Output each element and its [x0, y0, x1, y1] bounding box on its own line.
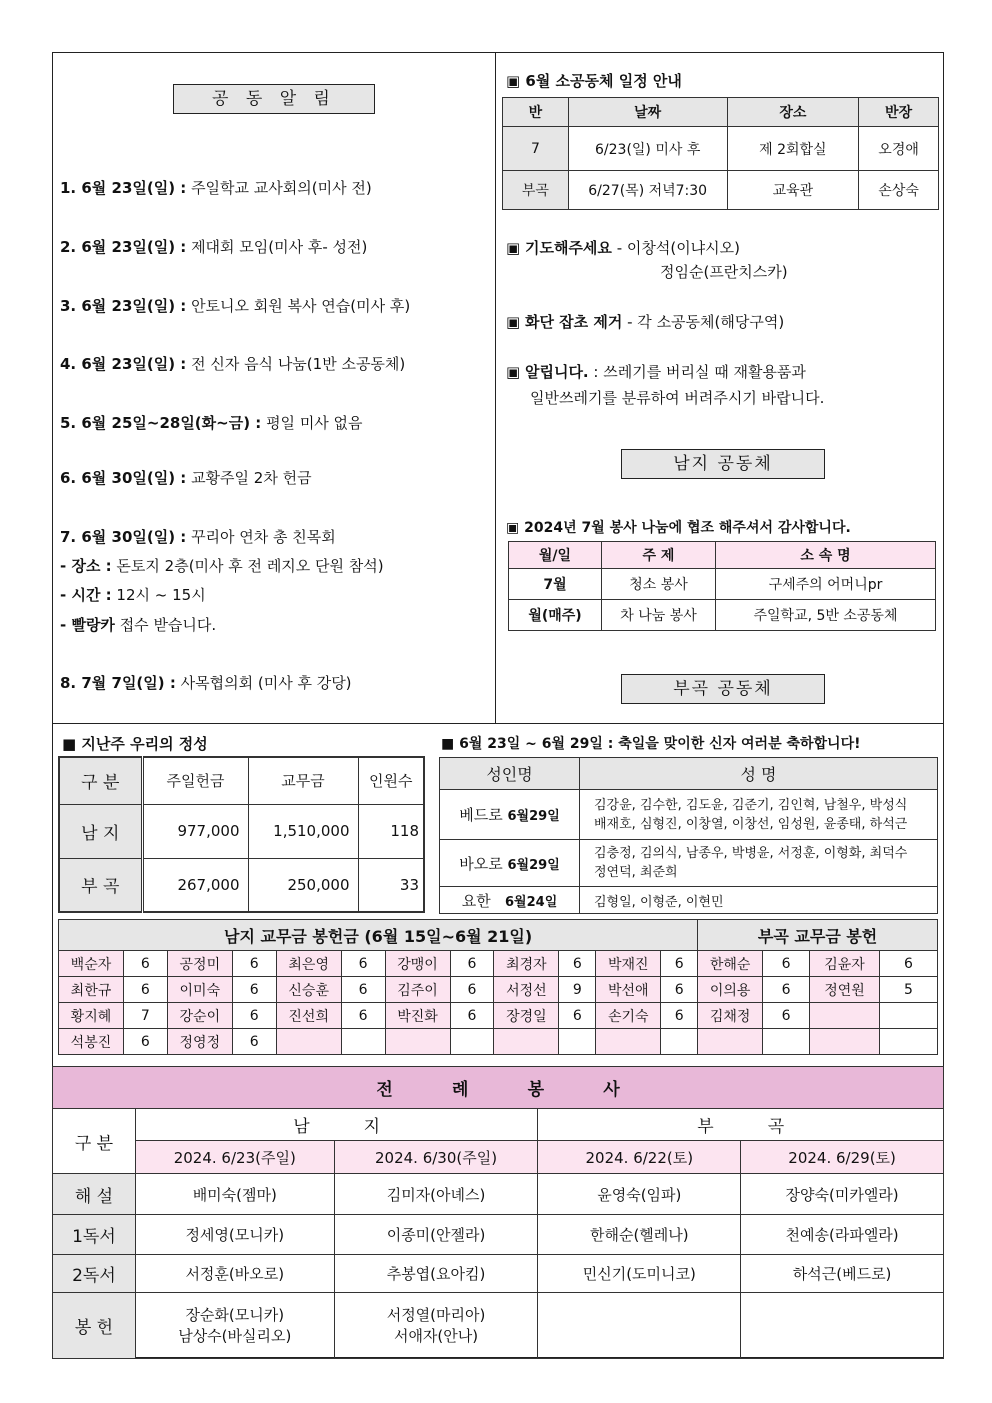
table-row: 베드로 6월29일 김강윤, 김수한, 김도윤, 김준기, 김인혁, 남철우, 박성식 배재호, 심형진, 이창열, 이창선, 임성원, 윤종태, 하석근	[440, 790, 938, 840]
notice-sub-item: - 장소 : 돈토지 2층(미사 후 전 레지오 단원 참석)	[60, 557, 384, 575]
tithe-count	[879, 1029, 937, 1055]
tithe-count: 6	[232, 977, 276, 1003]
tithe-count: 7	[123, 1003, 167, 1029]
schedule-table	[502, 97, 939, 210]
offering-heading: ■ 지난주 우리의 정성	[62, 735, 208, 753]
tithe-count: 6	[879, 951, 937, 977]
notice-item: 7. 6월 30일(일) : 꾸리아 연차 총 친목회	[60, 528, 336, 546]
notice-sub-item: - 빨랑카 접수 받습니다.	[60, 616, 217, 634]
tithe-count	[763, 1029, 810, 1055]
table-row: 7월 청소 봉사 구세주의 어머니pr	[509, 569, 936, 600]
schedule-header: 반	[503, 98, 569, 127]
table-row: 2독서 서정훈(바오로) 추봉엽(요아킴) 민신기(도미니코) 하석근(베드로)	[53, 1255, 944, 1293]
tithe-name: 이의용	[698, 977, 763, 1003]
offering-header-row: 구 분 주일헌금 교무금 인원수	[59, 757, 424, 804]
tithe-name	[810, 1029, 880, 1055]
tithe-name: 박진화	[385, 1003, 450, 1029]
tithe-count	[879, 1003, 937, 1029]
table-row: 해 설 배미숙(젬마) 김미자(아녜스) 윤영숙(임파) 장양숙(미카엘라)	[53, 1174, 944, 1215]
tithe-count: 6	[341, 951, 385, 977]
tithe-count: 9	[559, 977, 596, 1003]
tithe-count: 6	[123, 977, 167, 1003]
schedule-header-row	[503, 98, 939, 127]
table-row: 봉 헌 장순화(모니카) 남상수(바실리오) 서정열(마리아) 서애자(안나)	[53, 1293, 944, 1359]
feast-day-heading: ■ 6월 23일 ~ 6월 29일 : 축일을 맞이한 신자 여러분 축하합니다!	[441, 736, 861, 752]
tithe-count: 6	[661, 951, 698, 977]
tithe-count: 6	[763, 951, 810, 977]
tithe-count: 6	[559, 951, 596, 977]
feast-day-table	[439, 757, 938, 914]
notice-item: 8. 7월 7일(일) : 사목협의회 (미사 후 강당)	[60, 674, 352, 692]
table-row: 바오로 6월29일 김충정, 김의식, 남종우, 박병윤, 서정훈, 이형화, 최덕수 정연덕, 최준희	[440, 840, 938, 887]
trash-notice: ▣ 알립니다. : 쓰레기를 버리실 때 재활용품과	[506, 363, 806, 381]
tithe-count: 6	[450, 951, 494, 977]
tithe-name	[385, 1029, 450, 1055]
liturgy-title-row: 전 례 봉 사	[53, 1067, 944, 1109]
tithe-name: 김주이	[385, 977, 450, 1003]
notice-item: 4. 6월 23일(일) : 전 신자 음식 나눔(1반 소공동체)	[60, 355, 406, 373]
prayer-request: ▣ 기도해주세요 - 이창석(이냐시오)	[506, 239, 741, 257]
schedule-header: 장소	[727, 98, 859, 127]
bugok-community-title: 부곡 공동체	[621, 674, 825, 704]
tithe-count: 6	[763, 977, 810, 1003]
table-row	[59, 1029, 938, 1055]
common-notice-title: 공 동 알 림	[173, 84, 375, 114]
tithe-name	[276, 1029, 341, 1055]
tithe-name: 공정미	[167, 951, 232, 977]
table-row: 7 6/23(일) 미사 후 제 2회합실 오경애	[503, 127, 939, 171]
tithe-name: 장경일	[494, 1003, 559, 1029]
tithe-name: 한해순	[698, 951, 763, 977]
table-row: 남 지 977,000 1,510,000 118	[59, 804, 424, 858]
tithe-count: 6	[341, 977, 385, 1003]
tithe-name: 최경자	[494, 951, 559, 977]
tithe-name: 이미숙	[167, 977, 232, 1003]
table-row: 부 곡 267,000 250,000 33	[59, 858, 424, 912]
tithe-name	[810, 1003, 880, 1029]
schedule-heading: ▣ 6월 소공동체 일정 안내	[506, 72, 682, 90]
notice-item: 6. 6월 30일(일) : 교황주일 2차 헌금	[60, 469, 312, 487]
tithe-name: 강맹이	[385, 951, 450, 977]
tithe-count	[450, 1029, 494, 1055]
tithe-count: 6	[559, 1003, 596, 1029]
tithe-name: 정연원	[810, 977, 880, 1003]
tithe-name: 박재진	[596, 951, 661, 977]
horizontal-divider	[52, 723, 944, 724]
service-heading: ▣ 2024년 7월 봉사 나눔에 협조 해주셔서 감사합니다.	[506, 520, 851, 536]
tithe-table	[58, 919, 938, 1055]
tithe-name	[494, 1029, 559, 1055]
prayer-request-2: 정임순(프란치스카)	[660, 263, 788, 281]
schedule-header: 날짜	[568, 98, 727, 127]
liturgy-group-row: 구 분 남 지 부 곡	[53, 1109, 944, 1141]
notice-item: 1. 6월 23일(일) : 주일학교 교사회의(미사 전)	[60, 179, 372, 197]
liturgy-table	[52, 1066, 944, 1359]
table-row: 부곡 6/27(목) 저녁7:30 교육관 손상숙	[503, 171, 939, 210]
tithe-header-row: 남지 교무금 봉헌금 (6월 15일~6월 21일) 부곡 교무금 봉헌	[59, 920, 938, 951]
schedule-header: 반장	[859, 98, 939, 127]
table-row: 월(매주) 차 나눔 봉사 주일학교, 5반 소공동체	[509, 600, 936, 631]
notice-sub-item: - 시간 : 12시 ~ 15시	[60, 586, 206, 604]
tithe-count	[661, 1029, 698, 1055]
table-row: 1독서 정세영(모니카) 이종미(안젤라) 한해순(헬레나) 천예송(라파엘라)	[53, 1215, 944, 1255]
garden-weeding: ▣ 화단 잡초 제거 - 각 소공동체(해당구역)	[506, 313, 785, 331]
tithe-name: 진선희	[276, 1003, 341, 1029]
notice-item: 3. 6월 23일(일) : 안토니오 회원 복사 연습(미사 후)	[60, 297, 411, 315]
notice-item: 5. 6월 25일~28일(화~금) : 평일 미사 없음	[60, 414, 363, 432]
tithe-count: 6	[763, 1003, 810, 1029]
tithe-count: 6	[450, 977, 494, 1003]
tithe-name: 황지혜	[59, 1003, 124, 1029]
tithe-count: 6	[341, 1003, 385, 1029]
tithe-name: 신승훈	[276, 977, 341, 1003]
table-row	[59, 977, 938, 1003]
tithe-name: 손기숙	[596, 1003, 661, 1029]
vertical-divider	[495, 52, 496, 724]
table-row: 요한 6월24일 김형일, 이형준, 이현민	[440, 887, 938, 914]
tithe-count: 6	[232, 1029, 276, 1055]
notice-item: 2. 6월 23일(일) : 제대회 모임(미사 후- 성전)	[60, 238, 368, 256]
table-row	[59, 1003, 938, 1029]
tithe-name	[698, 1029, 763, 1055]
tithe-name: 김윤자	[810, 951, 880, 977]
trash-notice-2: 일반쓰레기를 분류하여 버려주시기 바랍니다.	[530, 389, 825, 407]
tithe-name: 서정선	[494, 977, 559, 1003]
feast-header-row: 성인명 성 명	[440, 758, 938, 790]
tithe-name	[596, 1029, 661, 1055]
tithe-count: 6	[232, 951, 276, 977]
tithe-count	[341, 1029, 385, 1055]
offering-table	[58, 756, 425, 913]
tithe-name: 김채정	[698, 1003, 763, 1029]
tithe-name: 최한규	[59, 977, 124, 1003]
tithe-name: 박선애	[596, 977, 661, 1003]
tithe-count: 5	[879, 977, 937, 1003]
tithe-count: 6	[661, 1003, 698, 1029]
namji-community-title: 남지 공동체	[621, 449, 825, 479]
service-table	[508, 541, 936, 631]
tithe-count	[559, 1029, 596, 1055]
tithe-name: 백순자	[59, 951, 124, 977]
tithe-count: 6	[450, 1003, 494, 1029]
tithe-name: 최은영	[276, 951, 341, 977]
tithe-count: 6	[123, 1029, 167, 1055]
tithe-count: 6	[232, 1003, 276, 1029]
service-header-row: 월/일 주 제 소 속 명	[509, 542, 936, 569]
tithe-count: 6	[123, 951, 167, 977]
tithe-name: 석봉진	[59, 1029, 124, 1055]
tithe-name: 강순이	[167, 1003, 232, 1029]
table-row	[59, 951, 938, 977]
tithe-name: 정영정	[167, 1029, 232, 1055]
tithe-count: 6	[661, 977, 698, 1003]
liturgy-date-row: 2024. 6/23(주일) 2024. 6/30(주일) 2024. 6/22(토) 2024. 6/29(토)	[53, 1141, 944, 1174]
